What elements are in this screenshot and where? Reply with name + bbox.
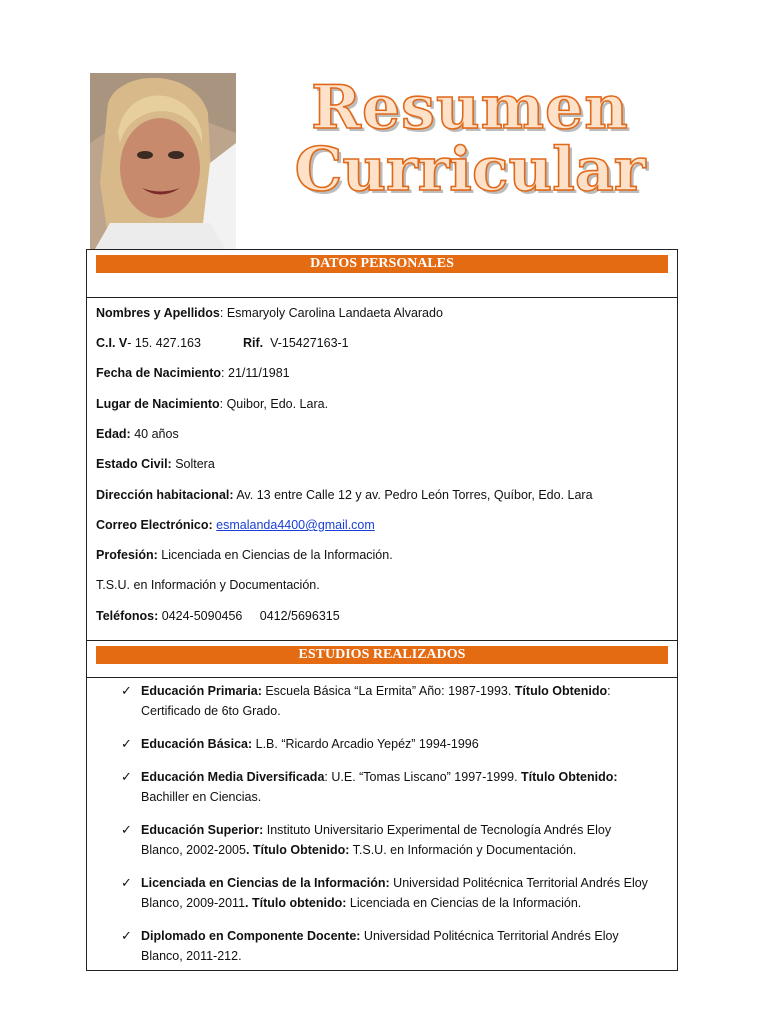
check-icon: ✓ [121, 928, 132, 943]
resume-title [250, 73, 690, 205]
birthdate-label: Fecha de Nacimiento [96, 366, 222, 380]
rif-label: Rif. [243, 336, 264, 350]
study-label-2: . Título obtenido: [245, 896, 347, 910]
study-text: Instituto Universitario Experimental de Tecnología Andrés Eloy Blanco, 2002-2005 [141, 823, 612, 857]
study-label-2: Título Obtenido: [521, 770, 618, 784]
birthplace-row [96, 397, 328, 411]
check-icon: ✓ [121, 769, 132, 784]
study-label: Educación Superior: [141, 823, 264, 837]
check-icon: ✓ [121, 736, 132, 751]
age-row [96, 427, 179, 441]
title-line-2: Curricular [294, 135, 646, 205]
study-item [121, 767, 651, 807]
civil-status-label: Estado Civil: [96, 457, 172, 471]
ci-value: - 15. 427.163 [127, 336, 201, 350]
profession-value: Licenciada en Ciencias de la Información. [157, 548, 393, 562]
study-label: Educación Primaria: [141, 684, 262, 698]
study-text: : U.E. “Tomas Liscano” 1997-1999. [324, 770, 522, 784]
study-item [121, 873, 651, 913]
study-text: Universidad Politécnica Territorial Andrés Eloy Blanco, 2009-2011 [141, 876, 648, 910]
personal-data-heading: DATOS PERSONALES [96, 255, 668, 273]
study-item [121, 681, 651, 721]
address-row [96, 488, 593, 502]
names-value: : Esmaryoly Carolina Landaeta Alvarado [219, 306, 443, 320]
study-label: Educación Básica: [141, 737, 253, 751]
profession-row [96, 548, 393, 562]
phones-value: 0424-5090456 0412/5696315 [158, 609, 340, 623]
names-label: Nombres y Apellidos [96, 306, 220, 320]
civil-status-value: Soltera [171, 457, 215, 471]
age-label: Edad: [96, 427, 131, 441]
address-label: Dirección habitacional: [96, 488, 234, 502]
rif-row [243, 336, 349, 350]
birthdate-value: : 21/11/1981 [221, 366, 290, 380]
email-row [96, 518, 375, 532]
study-text-2: Bachiller en Ciencias. [141, 790, 262, 804]
tsu-row [96, 578, 320, 592]
study-label: Licenciada en Ciencias de la Información: [141, 876, 390, 890]
study-text: Escuela Básica “La Ermita” Año: 1987-1993. [261, 684, 515, 698]
age-value: 40 años [130, 427, 179, 441]
address-value: Av. 13 entre Calle 12 y av. Pedro León Torres, Quíbor, Edo. Lara [233, 488, 593, 502]
studies-section [86, 640, 678, 971]
divider [87, 297, 677, 298]
email-link[interactable]: esmalanda4400@gmail.com [216, 518, 375, 532]
names-row [96, 306, 443, 320]
ci-label: C.I. V [96, 336, 128, 350]
profession-label: Profesión: [96, 548, 158, 562]
study-text-2: : Certificado de 6to Grado. [141, 684, 611, 718]
study-text: L.B. “Ricardo Arcadio Yepéz” 1994-1996 [252, 737, 479, 751]
study-item [121, 926, 651, 966]
divider [87, 677, 677, 678]
email-label: Correo Electrónico: [96, 518, 213, 532]
birthplace-label: Lugar de Nacimiento [96, 397, 220, 411]
rif-value: V-15427163-1 [270, 336, 349, 350]
study-label: Educación Media Diversificada [141, 770, 325, 784]
check-icon: ✓ [121, 822, 132, 837]
tsu-value: T.S.U. en Información y Documentación. [96, 578, 320, 592]
birthplace-value: : Quibor, Edo. Lara. [219, 397, 329, 411]
study-label-2: Título Obtenido [514, 684, 608, 698]
studies-heading: ESTUDIOS REALIZADOS [96, 646, 668, 664]
phones-label: Teléfonos: [96, 609, 159, 623]
study-text: Universidad Politécnica Territorial Andrés Eloy Blanco, 2011-212. [141, 929, 619, 963]
phones-row [96, 609, 340, 623]
birthdate-row [96, 366, 290, 380]
profile-photo [90, 73, 236, 249]
study-item [121, 734, 651, 754]
study-text-2: T.S.U. en Información y Documentación. [349, 843, 577, 857]
check-icon: ✓ [121, 875, 132, 890]
study-text-2: Licenciada en Ciencias de la Información. [346, 896, 582, 910]
id-row [96, 336, 201, 350]
personal-data-section [86, 249, 678, 641]
civil-status-row [96, 457, 215, 471]
study-label-2: . Título Obtenido: [245, 843, 350, 857]
study-item [121, 820, 651, 860]
title-line-1: Resumen [311, 73, 629, 143]
check-icon: ✓ [121, 683, 132, 698]
study-label: Diplomado en Componente Docente: [141, 929, 361, 943]
